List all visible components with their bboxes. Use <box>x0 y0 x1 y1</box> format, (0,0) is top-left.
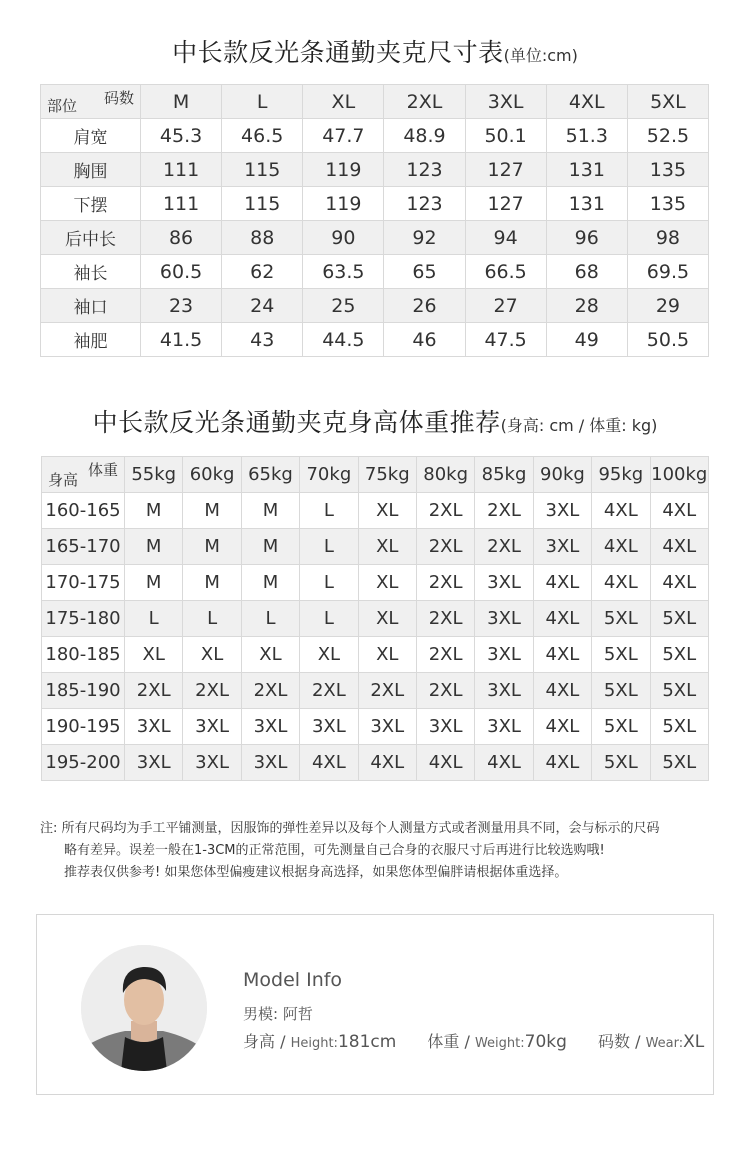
table-row <box>41 119 709 153</box>
table-cell: L <box>300 601 358 637</box>
table-row <box>42 529 709 565</box>
height-label-cn: 身高 / <box>243 1032 286 1051</box>
table-cell: 4XL <box>592 493 650 529</box>
table-cell: 5XL <box>592 637 650 673</box>
table-cell: 3XL <box>125 745 183 781</box>
table-cell: 96 <box>546 221 627 255</box>
table-cell: 98 <box>627 221 708 255</box>
weight-label-cn: 体重 / <box>427 1032 470 1051</box>
column-header: 60kg <box>183 457 241 493</box>
table-cell: 5XL <box>650 745 708 781</box>
table-row <box>42 637 709 673</box>
column-header: 100kg <box>650 457 708 493</box>
table-cell: 3XL <box>475 637 533 673</box>
table-cell: 47.5 <box>465 323 546 357</box>
table-cell: 135 <box>627 153 708 187</box>
table-cell: L <box>300 493 358 529</box>
height-label-en: Height: <box>290 1036 338 1051</box>
table-cell: 2XL <box>358 673 416 709</box>
table-cell: L <box>125 601 183 637</box>
column-header: 85kg <box>475 457 533 493</box>
column-header: L <box>222 85 303 119</box>
table-cell: 41.5 <box>141 323 222 357</box>
table-cell: 127 <box>465 187 546 221</box>
table-cell: 131 <box>546 187 627 221</box>
table-cell: 4XL <box>533 745 591 781</box>
table-cell: XL <box>358 637 416 673</box>
table-row <box>41 221 709 255</box>
model-info-card <box>36 914 714 1095</box>
table-cell: 68 <box>546 255 627 289</box>
column-header: 65kg <box>241 457 299 493</box>
table-cell: 3XL <box>475 601 533 637</box>
table-cell: 3XL <box>300 709 358 745</box>
table-cell: L <box>241 601 299 637</box>
column-header: 3XL <box>465 85 546 119</box>
table-cell: 127 <box>465 153 546 187</box>
table-cell: 3XL <box>416 709 474 745</box>
table-cell: 2XL <box>475 493 533 529</box>
height-value: 181cm <box>337 1032 397 1052</box>
column-header: 95kg <box>592 457 650 493</box>
table-cell: 46.5 <box>222 119 303 153</box>
table-cell: 92 <box>384 221 465 255</box>
table-cell: 3XL <box>183 709 241 745</box>
table-cell: 90 <box>303 221 384 255</box>
table-cell: 62 <box>222 255 303 289</box>
row-label: 185-190 <box>42 673 125 709</box>
recommend-chart-unit: (身高: cm / 体重: kg) <box>500 416 658 435</box>
table-cell: 2XL <box>416 601 474 637</box>
table-cell: M <box>125 529 183 565</box>
table-cell: XL <box>183 637 241 673</box>
table-cell: 111 <box>141 153 222 187</box>
table-cell: 63.5 <box>303 255 384 289</box>
recommend-chart-table <box>41 456 709 781</box>
table-cell: M <box>183 565 241 601</box>
table-cell: 88 <box>222 221 303 255</box>
table-cell: 3XL <box>125 709 183 745</box>
table-cell: L <box>300 529 358 565</box>
table-cell: 5XL <box>592 601 650 637</box>
table-cell: 5XL <box>650 709 708 745</box>
table-cell: M <box>183 529 241 565</box>
row-label: 胸围 <box>41 153 141 187</box>
wear-label-cn: 码数 / <box>598 1032 641 1051</box>
table-cell: M <box>241 565 299 601</box>
table-cell: XL <box>358 529 416 565</box>
model-wear <box>598 1032 704 1051</box>
table-cell: 5XL <box>650 601 708 637</box>
header-row <box>41 85 709 119</box>
table-cell: XL <box>358 565 416 601</box>
table-cell: XL <box>125 637 183 673</box>
table-cell: 24 <box>222 289 303 323</box>
table-cell: 2XL <box>416 565 474 601</box>
table-cell: 123 <box>384 187 465 221</box>
table-cell: XL <box>241 637 299 673</box>
corner-bottom-label: 部位 <box>47 97 78 115</box>
row-label: 160-165 <box>42 493 125 529</box>
table-cell: 29 <box>627 289 708 323</box>
corner-top-label: 体重 <box>87 461 118 479</box>
size-chart-unit: (单位:cm) <box>503 46 578 65</box>
table-cell: 131 <box>546 153 627 187</box>
table-cell: 5XL <box>650 673 708 709</box>
table-cell: 119 <box>303 153 384 187</box>
table-cell: 47.7 <box>303 119 384 153</box>
table-cell: 3XL <box>241 745 299 781</box>
table-cell: 86 <box>141 221 222 255</box>
table-row <box>42 493 709 529</box>
row-label: 170-175 <box>42 565 125 601</box>
table-cell: 3XL <box>183 745 241 781</box>
table-cell: 4XL <box>650 565 708 601</box>
table-cell: XL <box>300 637 358 673</box>
table-cell: 26 <box>384 289 465 323</box>
table-cell: 69.5 <box>627 255 708 289</box>
table-cell: 3XL <box>358 709 416 745</box>
model-info-title: Model Info <box>243 969 343 991</box>
column-header: 70kg <box>300 457 358 493</box>
table-cell: 4XL <box>300 745 358 781</box>
row-label: 165-170 <box>42 529 125 565</box>
recommend-chart-title <box>0 403 750 439</box>
table-row <box>41 153 709 187</box>
corner-cell <box>42 457 125 493</box>
note-line-2: 略有差异。误差一般在1-3CM的正常范围，可先测量自己合身的衣服尺寸后再进行比较选购哦! <box>64 843 605 858</box>
table-cell: 5XL <box>592 673 650 709</box>
recommend-chart-title-text: 中长款反光条通勤夹克身高体重推荐 <box>92 408 501 437</box>
table-cell: 46 <box>384 323 465 357</box>
model-avatar <box>81 945 207 1071</box>
model-weight <box>427 1032 567 1051</box>
corner-bottom-label: 身高 <box>48 471 79 489</box>
table-cell: 2XL <box>183 673 241 709</box>
table-cell: 135 <box>627 187 708 221</box>
row-label: 袖长 <box>41 255 141 289</box>
header-row <box>42 457 709 493</box>
row-label: 180-185 <box>42 637 125 673</box>
row-label: 195-200 <box>42 745 125 781</box>
table-cell: 2XL <box>125 673 183 709</box>
row-label: 175-180 <box>42 601 125 637</box>
note-line-3: 推荐表仅供参考! 如果您体型偏瘦建议根据身高选择，如果您体型偏胖请根据体重选择。 <box>64 865 568 880</box>
model-portrait-image <box>81 945 207 1071</box>
table-cell: 4XL <box>650 493 708 529</box>
table-cell: M <box>125 565 183 601</box>
column-header: 75kg <box>358 457 416 493</box>
table-cell: 66.5 <box>465 255 546 289</box>
table-row <box>41 289 709 323</box>
row-label: 袖口 <box>41 289 141 323</box>
table-cell: 119 <box>303 187 384 221</box>
table-cell: 3XL <box>475 565 533 601</box>
model-name: 男模: 阿哲 <box>243 1005 313 1023</box>
weight-label-en: Weight: <box>474 1036 525 1051</box>
row-label: 下摆 <box>41 187 141 221</box>
table-cell: 4XL <box>358 745 416 781</box>
table-cell: 3XL <box>241 709 299 745</box>
weight-value: 70kg <box>524 1032 567 1052</box>
row-label: 190-195 <box>42 709 125 745</box>
row-label: 后中长 <box>41 221 141 255</box>
table-cell: M <box>241 493 299 529</box>
table-cell: 2XL <box>300 673 358 709</box>
table-cell: 25 <box>303 289 384 323</box>
wear-label-en: Wear: <box>645 1036 684 1051</box>
column-header: 90kg <box>533 457 591 493</box>
table-cell: 4XL <box>533 673 591 709</box>
size-chart-title-text: 中长款反光条通勤夹克尺寸表 <box>172 38 504 67</box>
table-cell: 4XL <box>533 637 591 673</box>
table-row <box>42 601 709 637</box>
table-cell: 50.5 <box>627 323 708 357</box>
table-cell: 4XL <box>416 745 474 781</box>
table-cell: M <box>183 493 241 529</box>
column-header: 5XL <box>627 85 708 119</box>
table-cell: M <box>241 529 299 565</box>
table-cell: 51.3 <box>546 119 627 153</box>
table-cell: 2XL <box>416 637 474 673</box>
table-cell: 45.3 <box>141 119 222 153</box>
table-cell: 4XL <box>533 709 591 745</box>
column-header: 80kg <box>416 457 474 493</box>
table-row <box>42 745 709 781</box>
table-cell: 111 <box>141 187 222 221</box>
column-header: XL <box>303 85 384 119</box>
table-cell: 50.1 <box>465 119 546 153</box>
table-cell: 2XL <box>416 673 474 709</box>
table-cell: L <box>183 601 241 637</box>
table-cell: 23 <box>141 289 222 323</box>
column-header: 4XL <box>546 85 627 119</box>
table-cell: 115 <box>222 187 303 221</box>
table-row <box>42 565 709 601</box>
table-cell: 48.9 <box>384 119 465 153</box>
wear-value: XL <box>683 1032 705 1052</box>
table-cell: 4XL <box>533 601 591 637</box>
table-cell: L <box>300 565 358 601</box>
note-line-1: 注: 所有尺码均为手工平铺测量，因服饰的弹性差异以及每个人测量方式或者测量用具不同，会与标示的尺码 <box>40 821 660 836</box>
table-cell: 49 <box>546 323 627 357</box>
table-cell: 65 <box>384 255 465 289</box>
table-cell: 4XL <box>592 565 650 601</box>
table-cell: 44.5 <box>303 323 384 357</box>
table-cell: 52.5 <box>627 119 708 153</box>
column-header: M <box>141 85 222 119</box>
table-cell: 2XL <box>416 529 474 565</box>
table-cell: 4XL <box>533 565 591 601</box>
table-cell: 27 <box>465 289 546 323</box>
size-chart-title <box>0 33 750 69</box>
table-cell: 5XL <box>592 709 650 745</box>
corner-top-label: 码数 <box>103 89 134 107</box>
table-cell: 4XL <box>650 529 708 565</box>
table-cell: 43 <box>222 323 303 357</box>
table-cell: M <box>125 493 183 529</box>
size-chart-table <box>40 84 709 357</box>
table-cell: 2XL <box>475 529 533 565</box>
column-header: 2XL <box>384 85 465 119</box>
table-cell: 5XL <box>592 745 650 781</box>
model-stats <box>243 1029 730 1052</box>
row-label: 肩宽 <box>41 119 141 153</box>
table-cell: 94 <box>465 221 546 255</box>
table-cell: 115 <box>222 153 303 187</box>
table-cell: XL <box>358 601 416 637</box>
table-cell: 3XL <box>475 709 533 745</box>
table-cell: 2XL <box>416 493 474 529</box>
table-cell: 4XL <box>475 745 533 781</box>
model-height <box>243 1032 396 1051</box>
table-cell: 5XL <box>650 637 708 673</box>
table-cell: 2XL <box>241 673 299 709</box>
table-row <box>41 255 709 289</box>
corner-cell <box>41 85 141 119</box>
table-row <box>42 673 709 709</box>
table-row <box>42 709 709 745</box>
table-cell: 60.5 <box>141 255 222 289</box>
table-cell: 4XL <box>592 529 650 565</box>
table-cell: 123 <box>384 153 465 187</box>
notes <box>40 818 720 884</box>
table-cell: XL <box>358 493 416 529</box>
table-row <box>41 187 709 221</box>
table-cell: 3XL <box>475 673 533 709</box>
table-row <box>41 323 709 357</box>
column-header: 55kg <box>125 457 183 493</box>
table-cell: 3XL <box>533 493 591 529</box>
row-label: 袖肥 <box>41 323 141 357</box>
table-cell: 3XL <box>533 529 591 565</box>
table-cell: 28 <box>546 289 627 323</box>
